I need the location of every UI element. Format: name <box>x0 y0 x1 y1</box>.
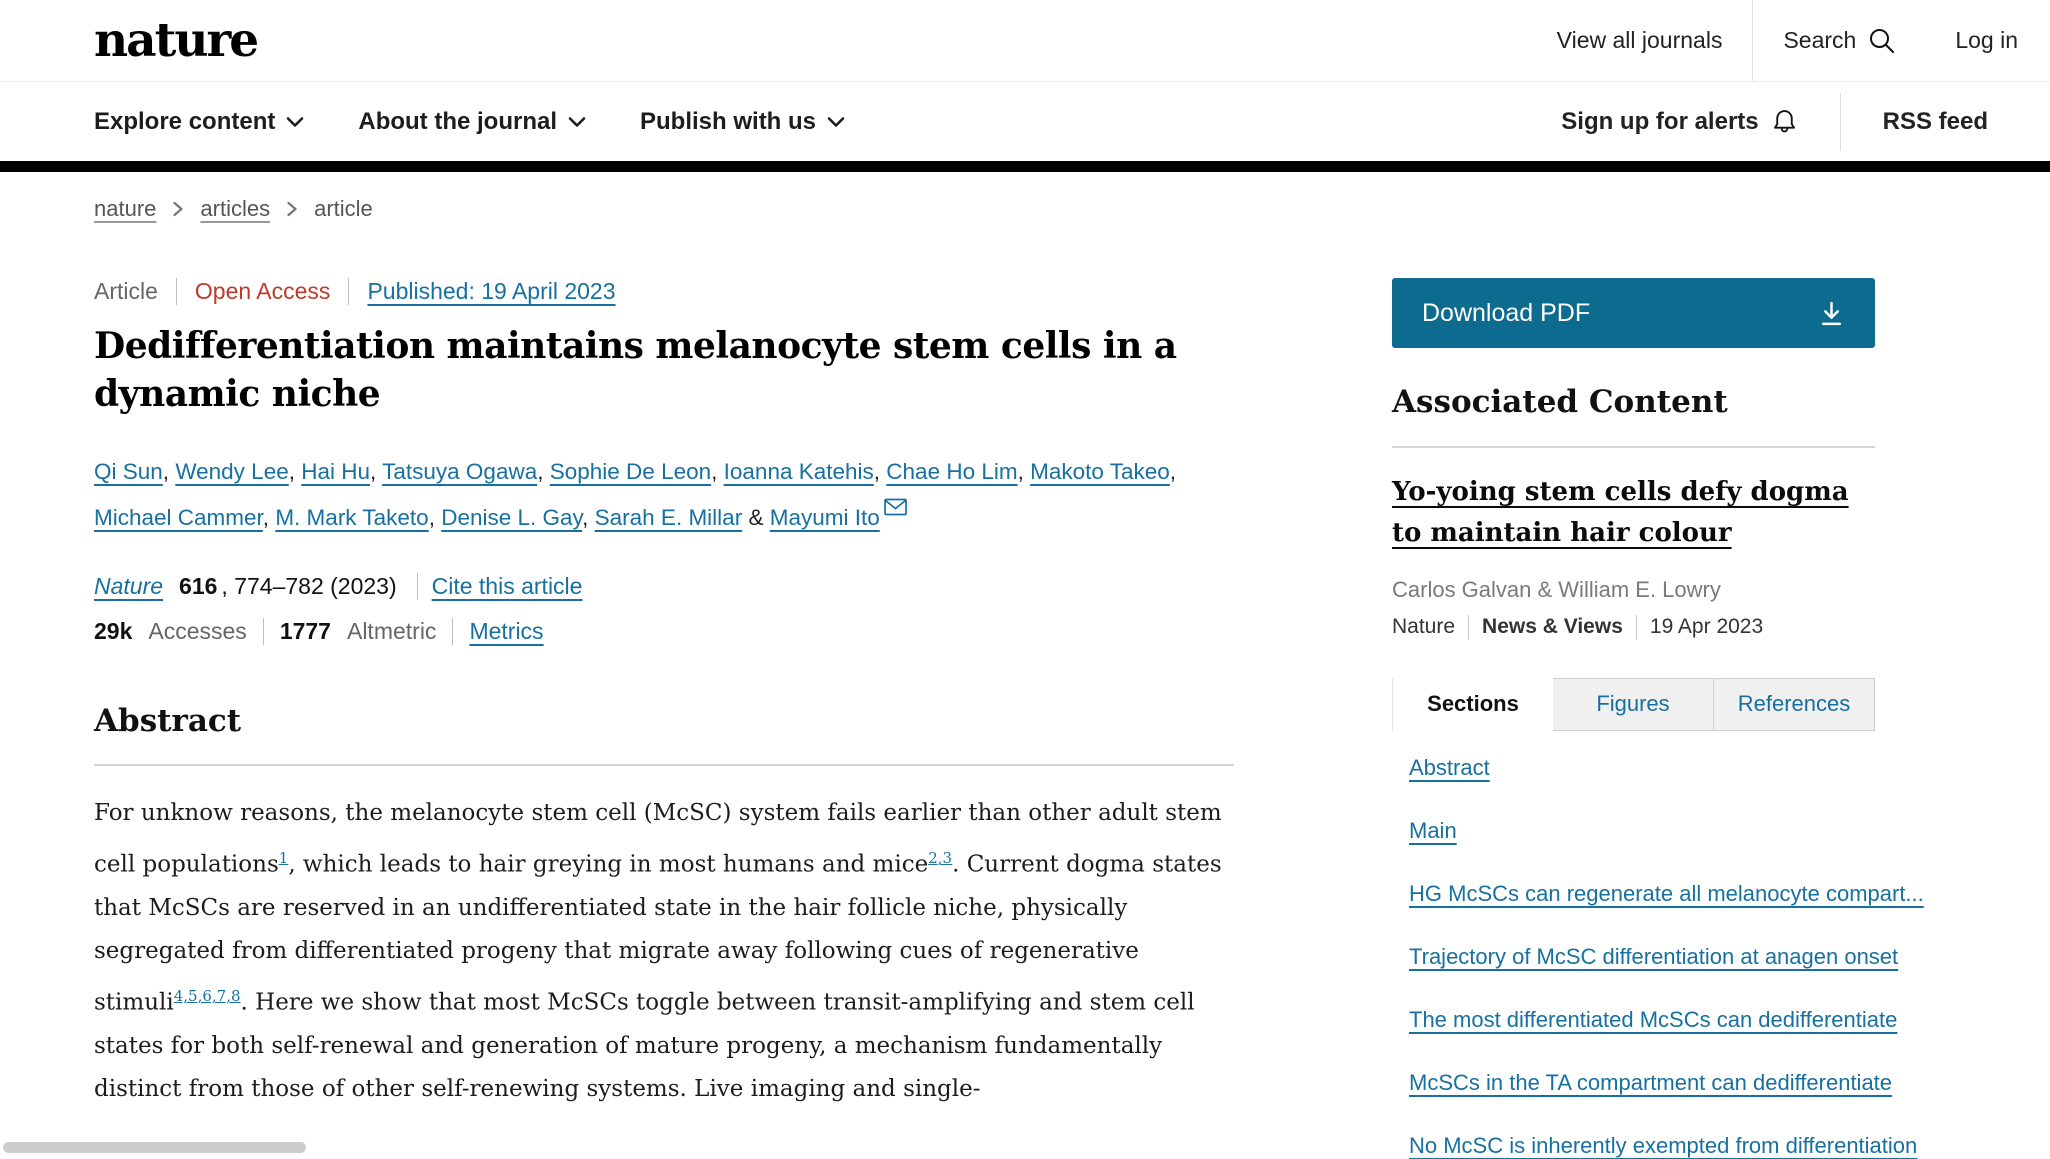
breadcrumb-chevron-icon <box>172 200 184 218</box>
author-link-tatsuya-ogawa[interactable]: Tatsuya Ogawa <box>382 458 538 484</box>
rss-feed-link[interactable]: RSS feed <box>1882 107 1988 135</box>
author-link-wendy-lee[interactable]: Wendy Lee <box>175 458 289 484</box>
email-envelope-icon[interactable] <box>884 498 907 516</box>
article-meta-line <box>94 278 1234 305</box>
author-separator: , <box>262 504 276 530</box>
citation-separator <box>417 573 418 600</box>
nav-right <box>1561 93 1988 151</box>
abstract-heading: Abstract <box>94 702 242 739</box>
author-link-sarah-e-millar[interactable]: Sarah E. Millar <box>594 504 743 530</box>
author-separator: , <box>370 458 383 484</box>
nav-divider <box>1840 93 1841 151</box>
meta-separator <box>348 278 349 305</box>
reference-link[interactable]: 4,5,6,7,8 <box>173 987 241 1006</box>
article-title: Dedifferentiation maintains melanocyte stem cells in a dynamic niche <box>94 325 1177 415</box>
cite-this-article-link[interactable]: Cite this article <box>431 572 583 599</box>
author-link-sophie-de-leon[interactable]: Sophie De Leon <box>549 458 712 484</box>
site-header <box>0 0 2050 82</box>
author-separator: , <box>428 504 442 530</box>
journal-nav <box>0 82 2050 161</box>
tab-sections[interactable]: Sections <box>1392 678 1553 731</box>
tab-references[interactable]: References <box>1714 678 1875 731</box>
author-link-michael-cammer[interactable]: Michael Cammer <box>94 504 263 530</box>
associated-article-meta <box>1392 615 1875 640</box>
reference-link[interactable]: 1 <box>278 849 289 868</box>
sign-up-for-alerts-link[interactable]: Sign up for alerts <box>1561 108 1797 136</box>
author-link-chae-ho-lim[interactable]: Chae Ho Lim <box>886 458 1018 484</box>
assoc-meta-separator <box>1468 615 1469 640</box>
download-icon <box>1818 300 1845 327</box>
accesses-count: 29k <box>94 617 133 644</box>
author-separator: & <box>742 504 770 530</box>
reference-superscript <box>279 845 289 868</box>
accesses-label: Accesses <box>148 617 247 644</box>
breadcrumb-item-nature[interactable]: nature <box>94 196 157 221</box>
horizontal-scrollbar-thumb[interactable] <box>3 1142 306 1153</box>
tab-figures[interactable]: Figures <box>1553 678 1714 731</box>
author-separator: , <box>582 504 595 530</box>
breadcrumb-chevron-icon <box>286 200 298 218</box>
author-separator: , <box>711 458 724 484</box>
altmetric-count: 1777 <box>279 617 331 644</box>
chevron-down-icon <box>286 116 304 128</box>
main-grid <box>94 278 2050 1159</box>
volume-number: 616 <box>179 572 218 599</box>
article-content <box>94 278 1234 1134</box>
reference-link[interactable]: 2,3 <box>928 849 953 868</box>
log-in-link[interactable]: Log in <box>1955 27 2018 53</box>
search-link[interactable]: Search <box>1753 0 1925 81</box>
associated-article-authors: Carlos Galvan & William E. Lowry <box>1392 576 1721 602</box>
associated-journal: Nature <box>1392 615 1456 639</box>
section-link-mcscs-in-the-ta-compartment-can-dediffer[interactable]: McSCs in the TA compartment can dedifferentiate <box>1409 1069 1893 1095</box>
breadcrumb-item-article: article <box>314 196 373 221</box>
nav-item-explore-content[interactable]: Explore content <box>94 108 304 136</box>
bell-icon <box>1771 108 1798 136</box>
open-access-badge: Open Access <box>194 278 331 304</box>
section-link-abstract[interactable]: Abstract <box>1409 754 1490 780</box>
section-links <box>1392 754 1924 1159</box>
article-type-label: Article <box>94 278 158 304</box>
nav-items <box>94 108 899 136</box>
associated-content-heading: Associated Content <box>1392 384 1728 420</box>
page-range: , 774–782 (2023) <box>221 572 397 599</box>
section-link-hg-mcscs-can-regenerate-all-melanocyte-c[interactable]: HG McSCs can regenerate all melanocyte compart... <box>1409 880 1924 906</box>
nav-item-about-the-journal[interactable]: About the journal <box>358 108 586 136</box>
author-separator: , <box>288 458 302 484</box>
metrics-separator <box>263 618 264 645</box>
citation-line <box>94 573 1234 600</box>
reference-superscript <box>174 983 241 1006</box>
author-separator: , <box>873 458 887 484</box>
author-link-mayumi-ito[interactable]: Mayumi Ito <box>769 504 880 530</box>
associated-content-divider <box>1392 446 1875 448</box>
author-list <box>94 449 1234 541</box>
meta-separator <box>176 278 177 305</box>
author-link-qi-sun[interactable]: Qi Sun <box>94 458 163 484</box>
associated-article-link[interactable]: Yo-yoing stem cells defy dogma to maintain hair colour <box>1392 476 1849 549</box>
download-pdf-button[interactable]: Download PDF <box>1392 278 1875 348</box>
author-link-m-mark-taketo[interactable]: M. Mark Taketo <box>275 504 429 530</box>
section-link-the-most-differentiated-mcscs-can-dediff[interactable]: The most differentiated McSCs can dedifferentiate <box>1409 1006 1898 1032</box>
associated-section: News & Views <box>1482 615 1623 639</box>
assoc-meta-separator <box>1636 615 1637 640</box>
section-link-trajectory-of-mcsc-differentiation-at-an[interactable]: Trajectory of McSC differentiation at anagen onset <box>1409 943 1899 969</box>
breadcrumb-item-articles[interactable]: articles <box>200 196 271 221</box>
author-link-ioanna-katehis[interactable]: Ioanna Katehis <box>723 458 874 484</box>
section-link-no-mcsc-is-inherently-exempted-from-diff[interactable]: No McSC is inherently exempted from differentiation <box>1409 1132 1918 1158</box>
sidebar-tabs <box>1392 678 1875 731</box>
view-all-journals-link[interactable]: View all journals <box>1556 27 1723 53</box>
author-link-makoto-takeo[interactable]: Makoto Takeo <box>1030 458 1170 484</box>
breadcrumb-chevron <box>172 200 184 218</box>
nav-item-publish-with-us[interactable]: Publish with us <box>640 108 845 136</box>
metrics-line <box>94 618 1234 645</box>
chevron-down-icon <box>827 116 845 128</box>
author-link-denise-l-gay[interactable]: Denise L. Gay <box>441 504 583 530</box>
author-separator: , <box>1169 458 1177 484</box>
author-separator: , <box>162 458 176 484</box>
journal-link[interactable]: Nature <box>94 572 164 599</box>
author-link-hai-hu[interactable]: Hai Hu <box>301 458 371 484</box>
published-date-link[interactable]: Published: 19 April 2023 <box>367 278 616 304</box>
abstract-divider <box>94 764 1234 766</box>
search-icon <box>1868 27 1895 54</box>
author-separator: , <box>537 458 550 484</box>
breadcrumb-chevron <box>286 200 298 218</box>
reference-superscript <box>928 845 952 868</box>
chevron-down-icon <box>568 116 586 128</box>
header-links <box>1527 0 2024 81</box>
sidebar <box>1392 278 1924 1159</box>
author-separator: , <box>1017 458 1031 484</box>
metrics-link[interactable]: Metrics <box>469 617 544 644</box>
altmetric-label: Altmetric <box>346 617 437 644</box>
associated-date: 19 Apr 2023 <box>1649 615 1764 639</box>
section-link-main[interactable]: Main <box>1409 817 1457 843</box>
header-black-rule <box>0 161 2050 172</box>
metrics-separator <box>452 618 453 645</box>
breadcrumb <box>94 196 2050 222</box>
nature-logo[interactable]: nature <box>94 13 258 68</box>
abstract-paragraph: For unknow reasons, the melanocyte stem cell (McSC) system fails earlier than other adult stem cell populations$^1$, which leads to hair greying in most humans and mice$^{2,3}$. Current dogma states that McSCs are reserved in an undifferentiated state in the hair follicle niche, physically segregated from differentiated progeny that migrate away following cues of regenerative stimuli$^{4,5,6,7,8}$. Here we show that most McSCs toggle between transit-amplifying and stem cell states for both self-renewal and generation of mature progeny, a mechanism fundamentally distinct from those of other self-renewing systems. Live imaging and single- <box>94 800 1222 1102</box>
